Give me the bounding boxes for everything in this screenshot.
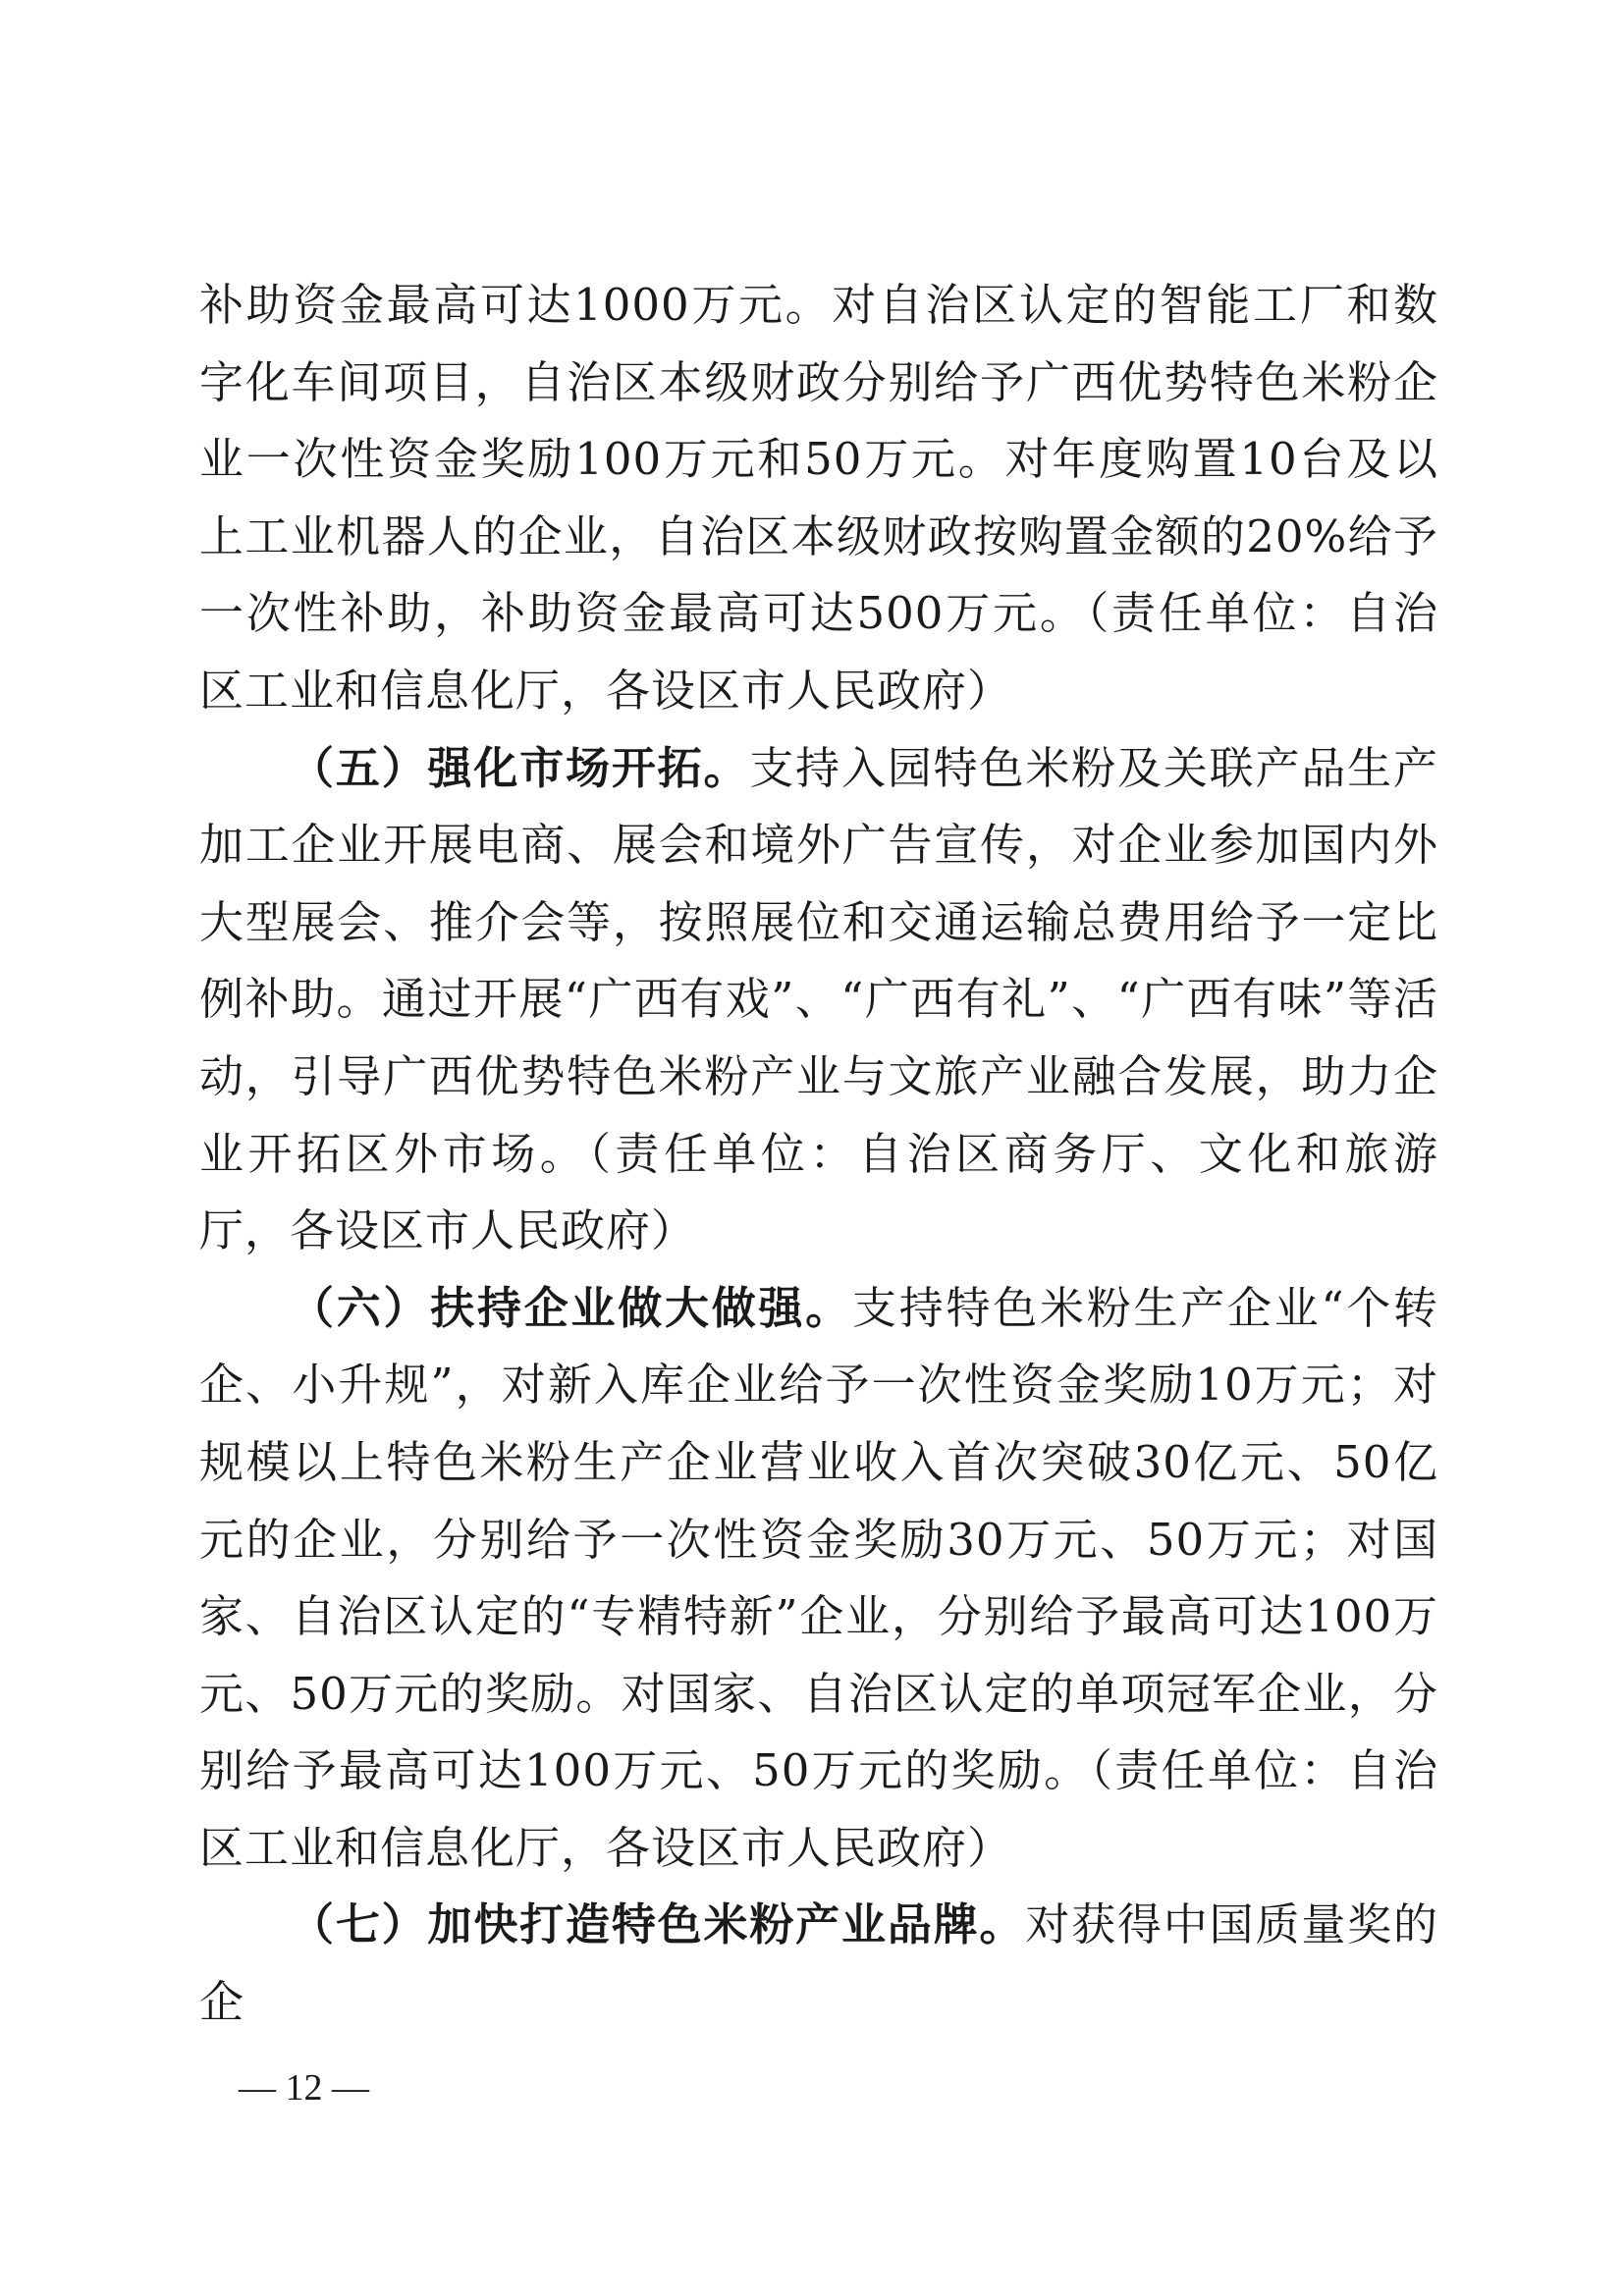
paragraph-text: 对获得中国质量奖的企 — [199, 1898, 1438, 2029]
paragraph-brand-building — [199, 1887, 1438, 2041]
paragraph-continuation — [199, 267, 1438, 730]
paragraph-enterprise-support — [199, 1270, 1438, 1888]
paragraph-text: 支持入园特色米粉及关联产品生产加工企业开展电商、展会和境外广告宣传，对企业参加国内外大型展会、推介会等，按照展位和交通运输总费用给予一定比例补助。通过开展“广西有戏”、“广西有礼”、“广西有味”等活动，引导广西优势特色米粉产业与文旅产业融合发展，助力企业开拓区外市场。（责任单位：自治区商务厅、文化和旅游厅，各设区市人民政府） — [199, 741, 1438, 1257]
page-number: — 12 — — [239, 2067, 369, 2109]
section-heading: （七）加快打造特色米粉产业品牌。 — [290, 1898, 1026, 1951]
section-heading: （六）扶持企业做大做强。 — [290, 1281, 852, 1334]
paragraph-text: 补助资金最高可达1000万元。对自治区认定的智能工厂和数字化车间项目，自治区本级财政分别给予广西优势特色米粉企业一次性资金奖励100万元和50万元。对年度购置10台及以上工业机器人的企业，自治区本级财政按购置金额的20%给予一次性补助，补助资金最高可达500万元。（责任单位：自治区工业和信息化厅，各设区市人民政府） — [199, 279, 1438, 717]
paragraph-market-expansion — [199, 730, 1438, 1270]
section-heading: （五）强化市场开拓。 — [290, 741, 750, 794]
paragraph-text: 支持特色米粉生产企业“个转企、小升规”，对新入库企业给予一次性资金奖励10万元；对规模以上特色米粉生产企业营业收入首次突破30亿元、50亿元的企业，分别给予一次性资金奖励30万元、50万元；对国家、自治区认定的“专精特新”企业，分别给予最高可达100万元、50万元的奖励。对国家、自治区认定的单项冠军企业，分别给予最高可达100万元、50万元的奖励。（责任单位：自治区工业和信息化厅，各设区市人民政府） — [199, 1281, 1438, 1874]
document-body — [199, 267, 1438, 2042]
